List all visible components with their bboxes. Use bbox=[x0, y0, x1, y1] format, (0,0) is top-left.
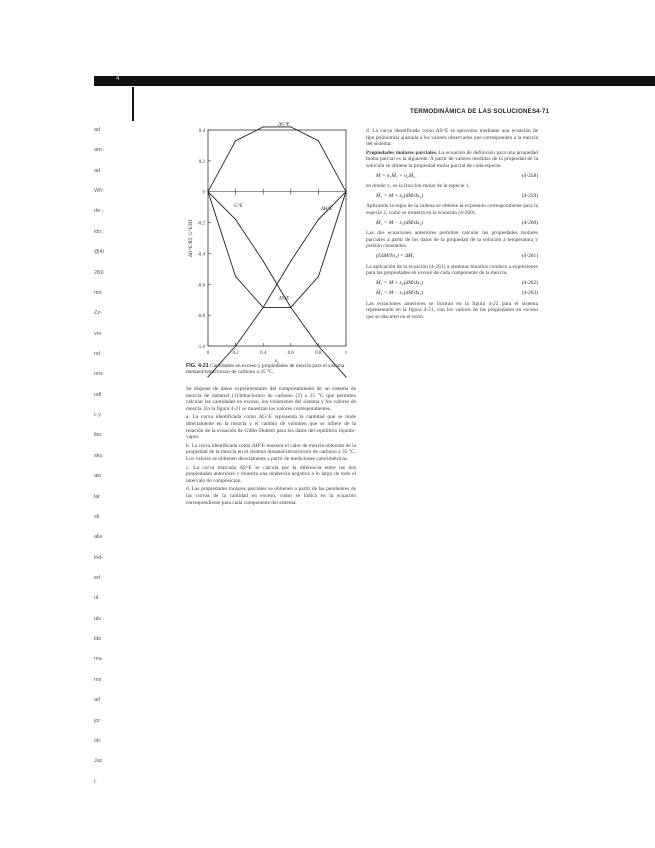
y-tick-label: -0.8 bbox=[197, 314, 205, 320]
top-mark: 4 bbox=[116, 76, 120, 82]
data-point bbox=[318, 345, 319, 346]
y-tick-label: -0.4 bbox=[197, 252, 205, 258]
figure-caption bbox=[186, 363, 356, 375]
bleed-fragment: Wh: bbox=[94, 188, 104, 195]
equation-number: (4-259) bbox=[521, 192, 538, 199]
x-tick-label: 0.2 bbox=[232, 351, 239, 356]
bleed-fragment: ma bbox=[94, 656, 102, 663]
y-tick-label: 0 bbox=[202, 190, 205, 196]
caption-label: FIG. 4-21 bbox=[186, 363, 209, 369]
page-top-bar bbox=[94, 76, 655, 86]
equation-number: (4-260) bbox=[521, 219, 538, 226]
bleed-fragment: ed bbox=[94, 575, 101, 581]
data-point bbox=[318, 276, 319, 277]
data-point bbox=[263, 307, 264, 308]
equation-number: (4-261) bbox=[521, 252, 538, 259]
curve-label: ΔS^E bbox=[278, 296, 290, 302]
equation bbox=[376, 220, 538, 227]
paragraph: d. Las propiedades molares parciales se obtienen a partir de las pendientes de las curvas de la cantidad en exceso, como se indica en la ecuación correspondiente para cada componente del sistema. bbox=[186, 486, 356, 506]
figure bbox=[186, 118, 354, 368]
series-line-2 bbox=[208, 192, 346, 377]
data-point bbox=[263, 126, 264, 127]
data-point bbox=[207, 376, 208, 377]
bleed-fragment: de-, bbox=[94, 208, 104, 215]
bleed-fragment: Jac bbox=[94, 758, 103, 765]
bleed-fragment: i: bbox=[94, 778, 97, 785]
bleed-fragment: @4i bbox=[94, 249, 104, 256]
y-tick-label: -0.2 bbox=[197, 221, 205, 227]
bleed-fragment: lde bbox=[94, 636, 102, 643]
data-point bbox=[345, 376, 346, 377]
paragraph: en donde x₁ es la fracción molar de la especie 1. bbox=[366, 183, 470, 190]
bleed-fragment: olc bbox=[94, 737, 102, 744]
equation bbox=[376, 193, 538, 200]
equation-body: M̄₂ = M − x₁(dM/dx₁) bbox=[376, 290, 424, 297]
bleed-fragment: sku bbox=[94, 452, 103, 459]
equation bbox=[376, 253, 538, 260]
data-point bbox=[290, 261, 291, 262]
paragraph bbox=[366, 150, 538, 170]
section-heading: Propiedades molares parciales. bbox=[366, 149, 438, 156]
equation bbox=[376, 290, 538, 297]
x-tick-label: 0 bbox=[206, 351, 210, 356]
bleed-fragment: ad bbox=[94, 697, 101, 704]
bleed-fragment: ibo bbox=[94, 432, 102, 439]
bleed-fragment: ad bbox=[94, 127, 101, 133]
paragraph: Aplicando la regla de la cadena se obtiene la expresión correspondiente para la especie 2, como se muestra en la ecuación (4-260). bbox=[366, 203, 538, 216]
page-number: 4-71 bbox=[536, 108, 550, 115]
bleed-fragment: am- bbox=[94, 147, 104, 154]
bleed-fragment: ind- bbox=[94, 554, 104, 561]
curve-label: ΔG^E bbox=[278, 122, 290, 128]
series-line-0 bbox=[208, 127, 346, 192]
curve-label: G^E bbox=[233, 204, 243, 210]
equation-body: M̄₂ = M − x₁(dM/dx₁) bbox=[376, 219, 424, 226]
x-tick-label: 0.4 bbox=[260, 351, 267, 356]
paragraph: Las ecuaciones anteriores se ilustran en la figura 4-22 para el sistema representado en la figura 4-21, con los valores de las propiedades en exceso que se discuten en el texto. bbox=[366, 300, 538, 321]
equation bbox=[376, 280, 538, 287]
bleed-fragment: lal bbox=[94, 493, 100, 500]
equation-number: (4-262) bbox=[521, 279, 538, 286]
data-point bbox=[235, 140, 236, 141]
y-tick-label: -0.6 bbox=[197, 283, 205, 289]
chart-svg bbox=[186, 118, 354, 368]
y-tick-label: 0.2 bbox=[198, 159, 205, 165]
data-point bbox=[263, 261, 264, 262]
paragraph: a. La curva identificada como ΔG^E representa la cantidad que se mide directamente en la mezcla y el cambio de volumen que se infiere de la relación de la ecuación de Gibbs-Duhem para los datos del equilibrio líquido-vapor. bbox=[186, 414, 356, 441]
paragraph: c. La curva marcada ΔS^E se calcula por la diferencia entre las dos propiedades anteriores y muestra una tendencia negativa a lo largo de todo el intervalo de composición. bbox=[186, 464, 356, 484]
equation-body: (∂ΔM/∂n₁) = ΔM̄₁ bbox=[376, 252, 415, 259]
bleed-fragment: jor bbox=[94, 717, 101, 724]
x-tick-label: 0.6 bbox=[287, 351, 294, 356]
paragraph: b. La curva identificada como ΔH^E muestra el calor de mezcla obtenido de la propiedad de la mezcla en el sistema metanol/tetracloruro de carbono a 35 °C. Los valores se obtienen directamente a partir de mediciones calorimétricas. bbox=[186, 442, 356, 462]
caption-text: Cantidades en exceso y propiedades de mezcla para el sistema metanol/tetracloruro de carbono a 35 °C. bbox=[186, 363, 345, 376]
bleed-fragment: odl bbox=[94, 391, 102, 398]
paragraph: La aplicación de la ecuación (4-261) a sistemas binarios conduce a expresiones para las propiedades en exceso de cada componente de la mezcla. bbox=[366, 263, 538, 277]
curve-label: ΔH^E bbox=[320, 207, 333, 213]
equation bbox=[376, 173, 538, 180]
bleed-fragment: ms bbox=[94, 676, 102, 683]
data-point bbox=[235, 345, 236, 346]
bleed-fragment: sti bbox=[94, 513, 100, 520]
plot-frame bbox=[208, 130, 346, 346]
bleed-fragment: ido: bbox=[94, 228, 103, 235]
data-point bbox=[290, 126, 291, 127]
paragraph: Las dos ecuaciones anteriores permiten calcular las propiedades molares parciales a partir de los datos de la propiedad de la solución a temperatura y presión constantes. bbox=[366, 230, 538, 250]
bleed-fragment: ul bbox=[94, 595, 99, 602]
right-text-column bbox=[366, 128, 538, 323]
bleed-fragment: mo bbox=[94, 289, 102, 296]
paragraph-text: La ecuación de definición para una propiedad molar parcial es la siguiente. A partir de valores medidos de la propiedad de la solución se obtiene la propiedad molar parcial de cada especie. bbox=[366, 149, 538, 169]
x-axis-label: x₁ bbox=[274, 358, 280, 364]
bleed-fragment: aio bbox=[94, 473, 102, 480]
bleed-fragment: uls bbox=[94, 615, 102, 622]
data-point bbox=[290, 307, 291, 308]
data-point bbox=[318, 140, 319, 141]
equation-body: M̄₁ = M + x₂(dM/dx₁) bbox=[376, 279, 424, 286]
paragraph: d. La curva identificada como ΔS^E se aproxima mediante una ecuación de tipo polinomial ajustada a los valores observados que corresponden a la mezcla del sistema. bbox=[366, 128, 538, 148]
equation-body: M̄₁ = M + x₂(dM/dx₁) bbox=[376, 192, 424, 199]
bleed-fragment: Zz- bbox=[94, 310, 102, 317]
x-tick-label: 1 bbox=[344, 351, 348, 356]
bleed-fragment: ons bbox=[94, 371, 103, 378]
left-rule bbox=[132, 87, 134, 121]
y-tick-label: -1.0 bbox=[197, 345, 205, 350]
running-head: TERMODINÁMICA DE LAS SOLUCIONES bbox=[410, 108, 537, 115]
bleed-fragment: c y bbox=[94, 412, 102, 419]
left-text-column bbox=[186, 386, 356, 508]
paragraph: Se dispone de datos experimentales del comportamiento de un sistema de mezcla de metanol (1)/tetracloruro de carbono (2) a 35 °C que permiten calcular las cantidades en exceso, los volúmenes del sistema y los valores de mezcla. En la figura 4-21 se muestran los valores correspondientes. bbox=[186, 386, 356, 412]
data-point bbox=[318, 219, 319, 220]
x-tick-label: 0.8 bbox=[315, 351, 322, 356]
bleed-fragment: ad bbox=[94, 167, 101, 174]
data-point bbox=[235, 276, 236, 277]
equation-number: (4-263) bbox=[521, 290, 538, 297]
equation-body: M = n₁M̄₁ + n₂M̄₂ bbox=[376, 172, 416, 179]
y-tick-label: 0.4 bbox=[198, 129, 205, 134]
y-axis-label: ΔH^E/RT, G^E/RT bbox=[189, 218, 194, 258]
bleed-fragment: 28X bbox=[94, 269, 104, 276]
bleed-fragment: nd bbox=[94, 351, 101, 357]
data-point bbox=[207, 191, 208, 192]
bleed-fragment: alie bbox=[94, 534, 103, 541]
data-point bbox=[235, 219, 236, 220]
data-point bbox=[345, 191, 346, 192]
equation-number: (4-258) bbox=[521, 172, 538, 179]
bleed-fragment: vei bbox=[94, 330, 102, 337]
